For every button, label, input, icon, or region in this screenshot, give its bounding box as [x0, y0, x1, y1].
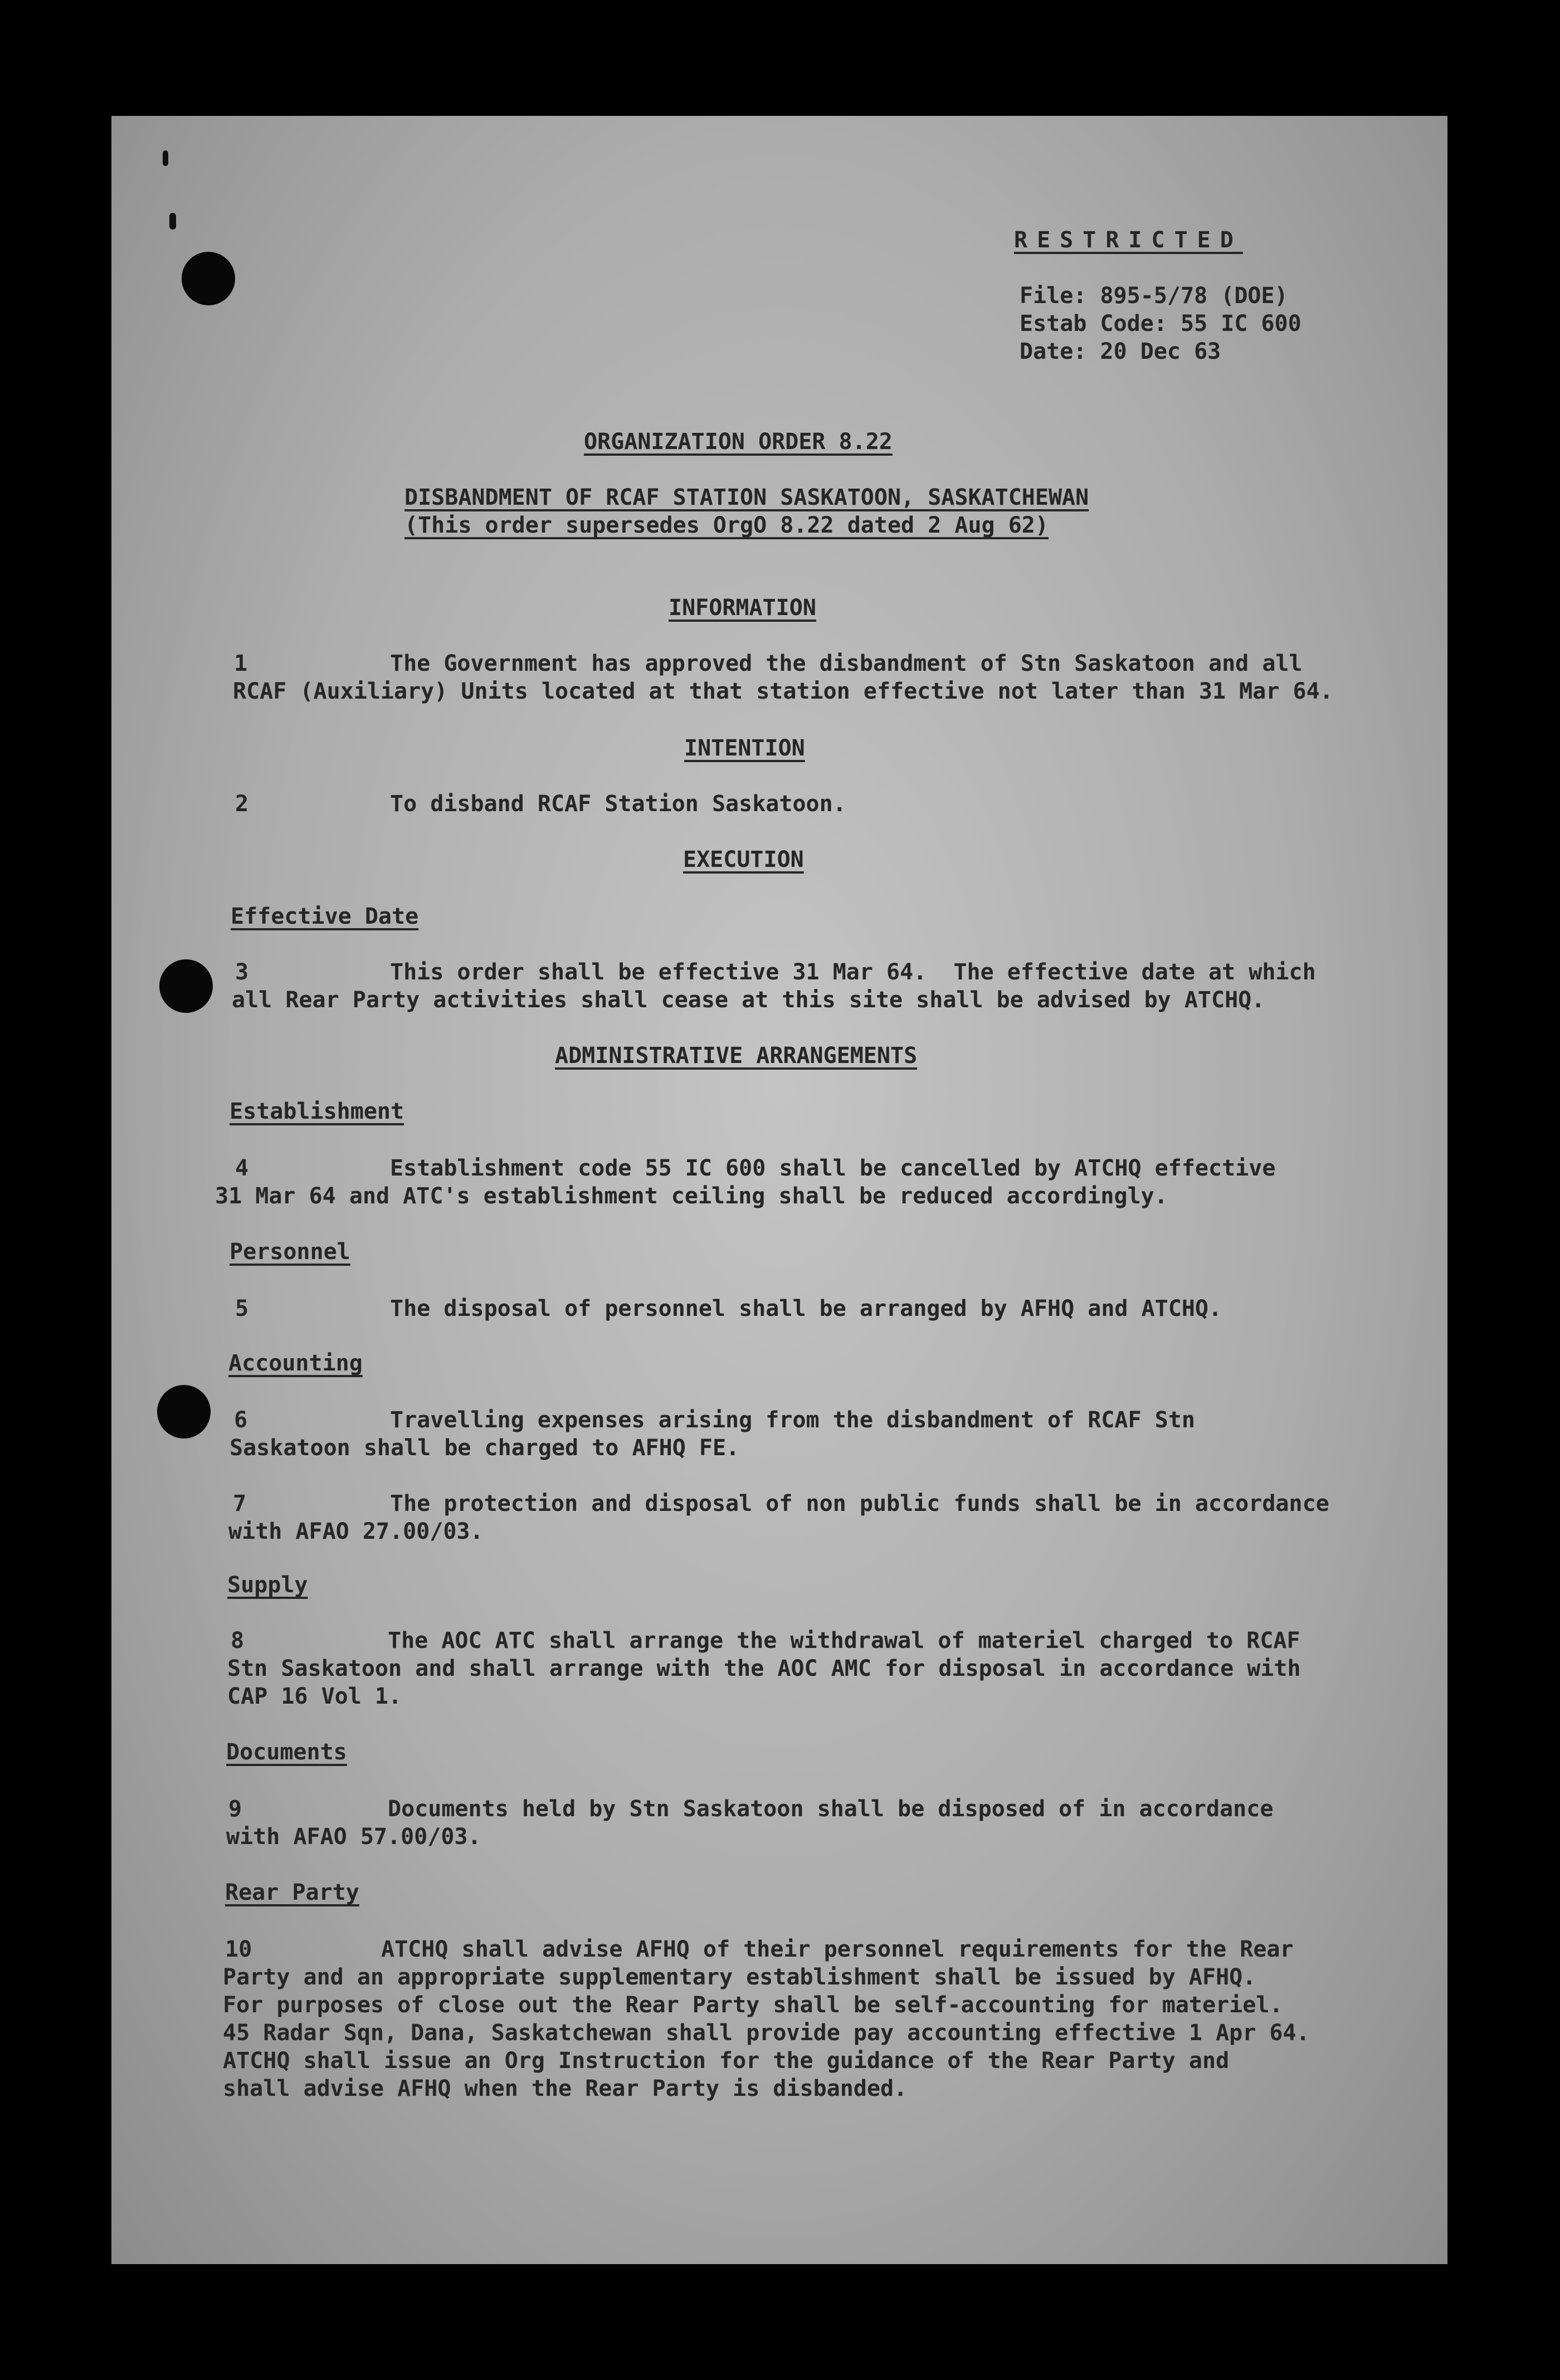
paragraph-10-line-1: ATCHQ shall advise AFHQ of their personnel requirements for the Rear — [381, 1937, 1294, 1962]
paragraph-number: 2 — [235, 791, 249, 817]
edge-mark — [169, 213, 176, 230]
subheading-supply: Supply — [227, 1572, 308, 1598]
paragraph-number: 3 — [235, 959, 249, 985]
order-title: ORGANIZATION ORDER 8.22 — [584, 429, 893, 455]
paragraph-number: 1 — [234, 651, 248, 676]
subheading-establishment: Establishment — [230, 1099, 404, 1124]
paragraph-1-line-2: RCAF (Auxiliary) Units located at that station effective not later than 31 Mar 64. — [233, 679, 1333, 704]
file-reference: File: 895-5/78 (DOE) — [1020, 283, 1288, 309]
paragraph-10-line-3: For purposes of close out the Rear Party shall be self-accounting for materiel. — [223, 1992, 1283, 2018]
edge-mark — [163, 150, 168, 166]
order-subject: DISBANDMENT OF RCAF STATION SASKATOON, SASKATCHEWAN — [404, 485, 1089, 510]
paragraph-7-line-1: The protection and disposal of non public funds shall be in accordance — [390, 1491, 1329, 1516]
paragraph-1-line-1: The Government has approved the disbandment of Stn Saskatoon and all — [390, 651, 1303, 676]
paragraph-10-line-4: 45 Radar Sqn, Dana, Saskatchewan shall provide pay accounting effective 1 Apr 64. — [223, 2020, 1310, 2046]
paragraph-9-line-1: Documents held by Stn Saskatoon shall be disposed of in accordance — [388, 1796, 1274, 1822]
paragraph-number: 10 — [225, 1937, 252, 1962]
classification-stamp: RESTRICTED — [1014, 227, 1243, 253]
estab-code: Estab Code: 55 IC 600 — [1020, 311, 1301, 336]
subheading-personnel: Personnel — [230, 1239, 350, 1265]
supersedes-note: (This order supersedes OrgO 8.22 dated 2 Aug 62) — [404, 513, 1049, 538]
paragraph-number: 9 — [228, 1796, 242, 1822]
paragraph-number: 6 — [234, 1407, 248, 1433]
section-heading-admin: ADMINISTRATIVE ARRANGEMENTS — [555, 1043, 918, 1069]
paragraph-10-line-6: shall advise AFHQ when the Rear Party is disbanded. — [223, 2076, 908, 2101]
paragraph-number: 8 — [231, 1628, 245, 1654]
paragraph-5-line-1: The disposal of personnel shall be arranged by AFHQ and ATCHQ. — [390, 1296, 1222, 1321]
paragraph-7-line-2: with AFAO 27.00/03. — [228, 1519, 484, 1544]
subheading-documents: Documents — [226, 1739, 347, 1765]
paragraph-4-line-1: Establishment code 55 IC 600 shall be cancelled by ATCHQ effective — [390, 1155, 1276, 1181]
section-heading-information: INFORMATION — [669, 595, 816, 621]
paragraph-8-line-3: CAP 16 Vol 1. — [227, 1684, 402, 1709]
paragraph-10-line-2: Party and an appropriate supplementary establishment shall be issued by AFHQ. — [223, 1964, 1256, 1990]
subheading-effective-date: Effective Date — [231, 904, 419, 929]
paragraph-6-line-1: Travelling expenses arising from the disbandment of RCAF Stn — [390, 1407, 1195, 1433]
subheading-rear-party: Rear Party — [225, 1880, 359, 1905]
subheading-accounting: Accounting — [228, 1350, 363, 1376]
paragraph-3-line-2: all Rear Party activities shall cease at this site shall be advised by ATCHQ. — [232, 987, 1265, 1013]
paragraph-number: 4 — [235, 1155, 249, 1181]
paragraph-9-line-2: with AFAO 57.00/03. — [226, 1824, 481, 1850]
paragraph-3-line-1: This order shall be effective 31 Mar 64. The effective date at which — [390, 959, 1316, 985]
paragraph-number: 5 — [235, 1296, 249, 1321]
paragraph-8-line-1: The AOC ATC shall arrange the withdrawal of materiel charged to RCAF — [388, 1628, 1300, 1654]
paragraph-8-line-2: Stn Saskatoon and shall arrange with the AOC AMC for disposal in accordance with — [227, 1656, 1301, 1681]
punch-hole-top — [182, 252, 235, 305]
punch-hole-middle — [159, 959, 213, 1013]
paragraph-2-line-1: To disband RCAF Station Saskatoon. — [390, 791, 846, 817]
punch-hole-lower — [157, 1385, 211, 1438]
paragraph-10-line-5: ATCHQ shall issue an Org Instruction for the guidance of the Rear Party and — [223, 2048, 1230, 2074]
section-heading-intention: INTENTION — [684, 735, 805, 761]
paragraph-number: 7 — [233, 1491, 247, 1516]
paragraph-4-line-2: 31 Mar 64 and ATC's establishment ceiling shall be reduced accordingly. — [215, 1183, 1168, 1209]
document-date: Date: 20 Dec 63 — [1020, 339, 1221, 364]
paragraph-6-line-2: Saskatoon shall be charged to AFHQ FE. — [230, 1435, 740, 1461]
section-heading-execution: EXECUTION — [683, 847, 804, 872]
document-page — [111, 116, 1447, 2264]
